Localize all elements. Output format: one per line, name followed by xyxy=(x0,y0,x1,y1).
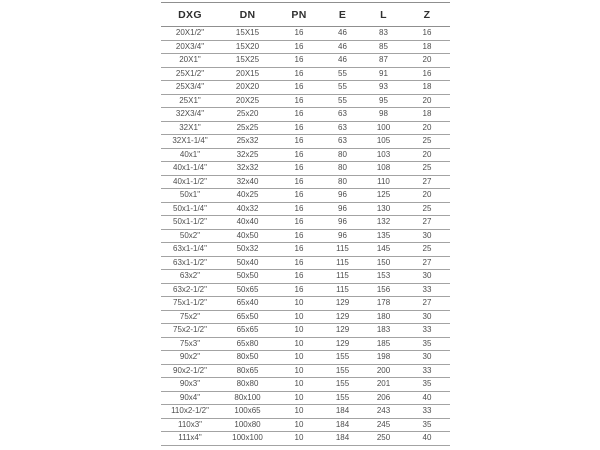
table-cell: 25 xyxy=(404,135,450,149)
table-row xyxy=(161,94,450,108)
table-cell: 198 xyxy=(363,351,404,365)
table-cell: 40x1-1/4" xyxy=(161,162,219,176)
table-cell: 40 xyxy=(404,391,450,405)
table-cell: 100x65 xyxy=(219,405,276,419)
table-cell: 16 xyxy=(276,81,322,95)
table-cell: 30 xyxy=(404,270,450,284)
table-cell: 75x1-1/2" xyxy=(161,297,219,311)
table-cell: 100x80 xyxy=(219,418,276,432)
table-row xyxy=(161,67,450,81)
table-cell: 155 xyxy=(322,378,363,392)
table-row xyxy=(161,378,450,392)
table-cell: 129 xyxy=(322,310,363,324)
table-cell: 100x100 xyxy=(219,432,276,446)
table-cell: 27 xyxy=(404,256,450,270)
spec-table xyxy=(161,2,450,446)
table-cell: 33 xyxy=(404,324,450,338)
table-row xyxy=(161,270,450,284)
table-cell: 18 xyxy=(404,81,450,95)
table-cell: 96 xyxy=(322,202,363,216)
table-cell: 135 xyxy=(363,229,404,243)
table-row xyxy=(161,189,450,203)
table-cell: 90x2" xyxy=(161,351,219,365)
table-cell: 30 xyxy=(404,310,450,324)
table-cell: 90x3" xyxy=(161,378,219,392)
table-cell: 16 xyxy=(404,27,450,41)
table-cell: 200 xyxy=(363,364,404,378)
table-cell: 46 xyxy=(322,54,363,68)
table-cell: 16 xyxy=(276,202,322,216)
table-cell: 20X1" xyxy=(161,54,219,68)
table-cell: 20 xyxy=(404,189,450,203)
table-cell: 20 xyxy=(404,121,450,135)
table-row xyxy=(161,243,450,257)
table-row xyxy=(161,418,450,432)
table-cell: 16 xyxy=(276,54,322,68)
table-row xyxy=(161,337,450,351)
table-cell: 90x4" xyxy=(161,391,219,405)
table-cell: 16 xyxy=(276,229,322,243)
table-cell: 65x65 xyxy=(219,324,276,338)
table-cell: 35 xyxy=(404,418,450,432)
table-cell: 50x65 xyxy=(219,283,276,297)
table-cell: 32x40 xyxy=(219,175,276,189)
table-cell: 32x32 xyxy=(219,162,276,176)
table-cell: 16 xyxy=(276,175,322,189)
table-cell: 105 xyxy=(363,135,404,149)
table-cell: 132 xyxy=(363,216,404,230)
table-cell: 50x1-1/2" xyxy=(161,216,219,230)
table-cell: 10 xyxy=(276,432,322,446)
table-cell: 243 xyxy=(363,405,404,419)
table-cell: 153 xyxy=(363,270,404,284)
table-row xyxy=(161,54,450,68)
table-row xyxy=(161,162,450,176)
table-cell: 16 xyxy=(404,67,450,81)
table-cell: 75x2-1/2" xyxy=(161,324,219,338)
column-header-dxg: DXG xyxy=(161,3,219,27)
table-cell: 85 xyxy=(363,40,404,54)
table-row xyxy=(161,297,450,311)
table-cell: 16 xyxy=(276,94,322,108)
table-cell: 40x1" xyxy=(161,148,219,162)
table-cell: 111x4" xyxy=(161,432,219,446)
table-cell: 20X3/4" xyxy=(161,40,219,54)
table-cell: 96 xyxy=(322,189,363,203)
table-cell: 20X25 xyxy=(219,94,276,108)
table-row xyxy=(161,310,450,324)
table-cell: 40 xyxy=(404,432,450,446)
table-cell: 33 xyxy=(404,283,450,297)
table-cell: 32x25 xyxy=(219,148,276,162)
table-cell: 25x25 xyxy=(219,121,276,135)
table-cell: 93 xyxy=(363,81,404,95)
table-cell: 103 xyxy=(363,148,404,162)
table-cell: 80x80 xyxy=(219,378,276,392)
table-row xyxy=(161,40,450,54)
table-cell: 183 xyxy=(363,324,404,338)
table-cell: 40x50 xyxy=(219,229,276,243)
table-cell: 16 xyxy=(276,243,322,257)
table-cell: 91 xyxy=(363,67,404,81)
table-cell: 25 xyxy=(404,202,450,216)
table-row xyxy=(161,405,450,419)
table-cell: 10 xyxy=(276,418,322,432)
table-cell: 184 xyxy=(322,432,363,446)
table-cell: 25 xyxy=(404,243,450,257)
table-cell: 25X1/2" xyxy=(161,67,219,81)
table-cell: 125 xyxy=(363,189,404,203)
table-row xyxy=(161,175,450,189)
table-cell: 129 xyxy=(322,324,363,338)
table-cell: 63 xyxy=(322,121,363,135)
table-cell: 129 xyxy=(322,297,363,311)
table-cell: 25x20 xyxy=(219,108,276,122)
table-cell: 20 xyxy=(404,54,450,68)
table-row xyxy=(161,202,450,216)
table-cell: 108 xyxy=(363,162,404,176)
table-row xyxy=(161,216,450,230)
table-cell: 150 xyxy=(363,256,404,270)
table-cell: 10 xyxy=(276,378,322,392)
table-row xyxy=(161,351,450,365)
table-cell: 40x25 xyxy=(219,189,276,203)
table-cell: 180 xyxy=(363,310,404,324)
table-cell: 35 xyxy=(404,337,450,351)
table-cell: 155 xyxy=(322,364,363,378)
table-cell: 90x2-1/2" xyxy=(161,364,219,378)
table-cell: 110x3" xyxy=(161,418,219,432)
table-cell: 25X1" xyxy=(161,94,219,108)
table-row xyxy=(161,229,450,243)
table-cell: 15X25 xyxy=(219,54,276,68)
table-cell: 50x50 xyxy=(219,270,276,284)
table-row xyxy=(161,324,450,338)
table-cell: 40x1-1/2" xyxy=(161,175,219,189)
table-cell: 115 xyxy=(322,243,363,257)
table-cell: 33 xyxy=(404,405,450,419)
table-cell: 33 xyxy=(404,364,450,378)
table-cell: 18 xyxy=(404,40,450,54)
table-cell: 115 xyxy=(322,256,363,270)
table-cell: 20X20 xyxy=(219,81,276,95)
table-cell: 10 xyxy=(276,337,322,351)
table-cell: 20 xyxy=(404,94,450,108)
table-cell: 25X3/4" xyxy=(161,81,219,95)
table-cell: 75x3" xyxy=(161,337,219,351)
table-cell: 10 xyxy=(276,297,322,311)
table-cell: 16 xyxy=(276,270,322,284)
table-row xyxy=(161,364,450,378)
table-row xyxy=(161,432,450,446)
table-cell: 16 xyxy=(276,256,322,270)
table-cell: 155 xyxy=(322,351,363,365)
table-cell: 80x50 xyxy=(219,351,276,365)
table-cell: 16 xyxy=(276,162,322,176)
column-header-pn: PN xyxy=(276,3,322,27)
table-cell: 129 xyxy=(322,337,363,351)
table-cell: 245 xyxy=(363,418,404,432)
table-row xyxy=(161,121,450,135)
table-cell: 20X15 xyxy=(219,67,276,81)
table-cell: 35 xyxy=(404,378,450,392)
table-cell: 50x2" xyxy=(161,229,219,243)
table-cell: 25x32 xyxy=(219,135,276,149)
table-cell: 87 xyxy=(363,54,404,68)
table-cell: 16 xyxy=(276,121,322,135)
table-cell: 30 xyxy=(404,351,450,365)
table-cell: 15X20 xyxy=(219,40,276,54)
table-row xyxy=(161,135,450,149)
table-cell: 184 xyxy=(322,418,363,432)
table-cell: 96 xyxy=(322,229,363,243)
table-cell: 201 xyxy=(363,378,404,392)
column-header-e: E xyxy=(322,3,363,27)
table-cell: 98 xyxy=(363,108,404,122)
table-cell: 115 xyxy=(322,283,363,297)
table-cell: 16 xyxy=(276,27,322,41)
table-cell: 75x2" xyxy=(161,310,219,324)
table-cell: 55 xyxy=(322,94,363,108)
table-cell: 50x32 xyxy=(219,243,276,257)
table-header-row xyxy=(161,3,450,27)
table-cell: 80 xyxy=(322,148,363,162)
table-cell: 50x40 xyxy=(219,256,276,270)
table-cell: 46 xyxy=(322,27,363,41)
table-cell: 16 xyxy=(276,189,322,203)
table-cell: 63x2" xyxy=(161,270,219,284)
table-cell: 80x100 xyxy=(219,391,276,405)
table-cell: 25 xyxy=(404,162,450,176)
table-cell: 63x2-1/2" xyxy=(161,283,219,297)
table-row xyxy=(161,256,450,270)
table-cell: 30 xyxy=(404,229,450,243)
table-cell: 10 xyxy=(276,310,322,324)
table-cell: 155 xyxy=(322,391,363,405)
table-cell: 110x2-1/2" xyxy=(161,405,219,419)
table-cell: 115 xyxy=(322,270,363,284)
table-cell: 185 xyxy=(363,337,404,351)
table-cell: 10 xyxy=(276,391,322,405)
table-cell: 40x40 xyxy=(219,216,276,230)
table-cell: 178 xyxy=(363,297,404,311)
table-cell: 50x1" xyxy=(161,189,219,203)
table-row xyxy=(161,283,450,297)
table-cell: 16 xyxy=(276,135,322,149)
table-cell: 46 xyxy=(322,40,363,54)
table-cell: 65x40 xyxy=(219,297,276,311)
table-row xyxy=(161,148,450,162)
table-cell: 100 xyxy=(363,121,404,135)
table-row xyxy=(161,108,450,122)
table-cell: 16 xyxy=(276,216,322,230)
table-cell: 65x50 xyxy=(219,310,276,324)
table-cell: 95 xyxy=(363,94,404,108)
table-cell: 206 xyxy=(363,391,404,405)
table-cell: 50x1-1/4" xyxy=(161,202,219,216)
table-cell: 10 xyxy=(276,364,322,378)
column-header-z: Z xyxy=(404,3,450,27)
table-cell: 15X15 xyxy=(219,27,276,41)
column-header-dn: DN xyxy=(219,3,276,27)
table-cell: 80 xyxy=(322,175,363,189)
table-cell: 55 xyxy=(322,67,363,81)
table-cell: 20 xyxy=(404,148,450,162)
table-cell: 184 xyxy=(322,405,363,419)
table-row xyxy=(161,27,450,41)
table-cell: 156 xyxy=(363,283,404,297)
table-cell: 250 xyxy=(363,432,404,446)
table-cell: 10 xyxy=(276,351,322,365)
table-cell: 27 xyxy=(404,216,450,230)
table-cell: 27 xyxy=(404,175,450,189)
table-row xyxy=(161,81,450,95)
table-cell: 16 xyxy=(276,148,322,162)
table-cell: 63 xyxy=(322,135,363,149)
table-cell: 83 xyxy=(363,27,404,41)
table-cell: 32X1-1/4" xyxy=(161,135,219,149)
table-cell: 80 xyxy=(322,162,363,176)
table-cell: 40x32 xyxy=(219,202,276,216)
table-cell: 145 xyxy=(363,243,404,257)
table-cell: 65x80 xyxy=(219,337,276,351)
table-cell: 16 xyxy=(276,67,322,81)
table-cell: 16 xyxy=(276,40,322,54)
table-cell: 16 xyxy=(276,108,322,122)
table-cell: 10 xyxy=(276,324,322,338)
table-cell: 110 xyxy=(363,175,404,189)
table-cell: 32X1" xyxy=(161,121,219,135)
table-cell: 130 xyxy=(363,202,404,216)
table-cell: 32X3/4" xyxy=(161,108,219,122)
table-cell: 20X1/2" xyxy=(161,27,219,41)
table-cell: 27 xyxy=(404,297,450,311)
table-cell: 80x65 xyxy=(219,364,276,378)
table-cell: 63x1-1/2" xyxy=(161,256,219,270)
table-cell: 63x1-1/4" xyxy=(161,243,219,257)
column-header-l: L xyxy=(363,3,404,27)
table-cell: 96 xyxy=(322,216,363,230)
table-cell: 63 xyxy=(322,108,363,122)
table-cell: 55 xyxy=(322,81,363,95)
table-cell: 16 xyxy=(276,283,322,297)
table-cell: 18 xyxy=(404,108,450,122)
table-row xyxy=(161,391,450,405)
table-cell: 10 xyxy=(276,405,322,419)
